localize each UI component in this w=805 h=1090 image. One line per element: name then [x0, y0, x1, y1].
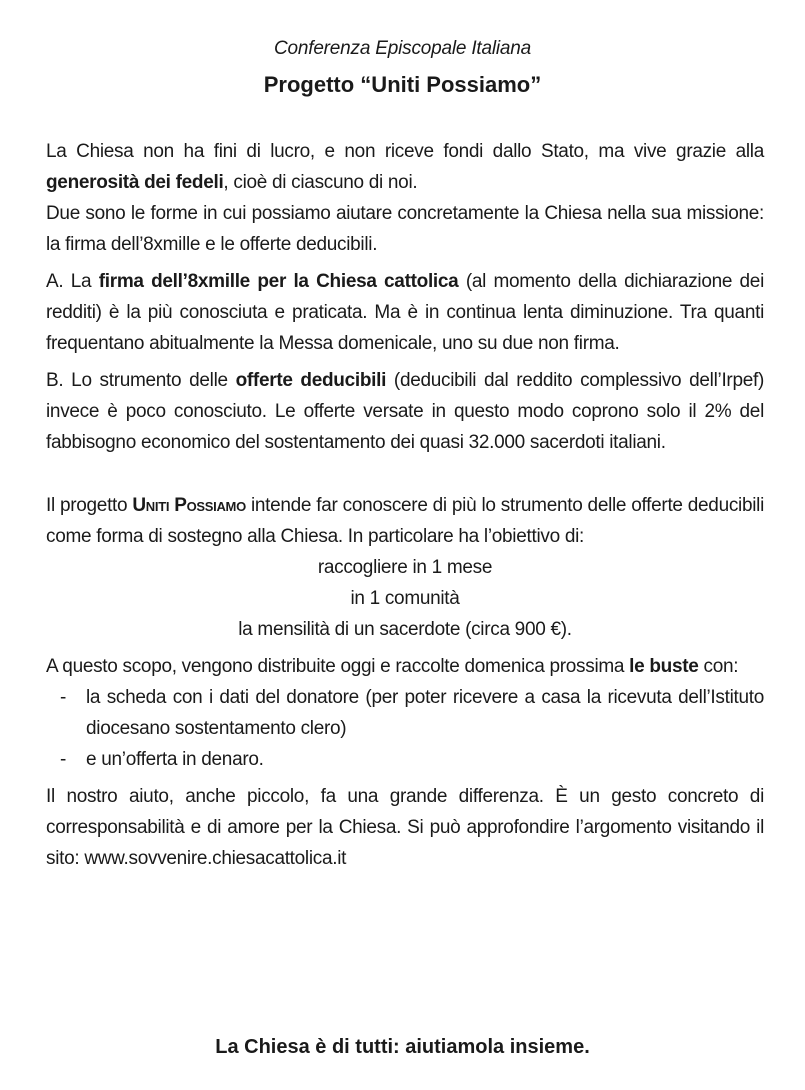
goals-block [46, 552, 764, 645]
section-a-text: (al momento della dichiarazione dei redditi) è la più conosciuta e praticata. Ma è in continua lenta diminuzione. Tra quanti frequentano abitualmente la Messa domenicale, uno su due non firma. [46, 271, 764, 354]
intro-paragraph-1 [46, 136, 764, 198]
section-b-paragraph [46, 365, 764, 458]
closing-text: Il nostro aiuto, anche piccolo, fa una grande differenza. È un gesto concreto di corresponsabilità e di amore per la Chiesa. Si può approfondire l’argomento visitando il sito: [46, 786, 764, 869]
section-b-emphasis: offerte deducibili [235, 370, 387, 391]
envelopes-prefix: A questo scopo, vengono distribuite oggi e raccolte domenica prossima [46, 656, 630, 677]
intro-text: La Chiesa non ha fini di lucro, e non riceve fondi dallo Stato, ma vive grazie alla [46, 141, 764, 162]
intro-paragraph-2: Due sono le forme in cui possiamo aiutare concretamente la Chiesa nella sua missione: la firma dell’8xmille e le offerte deducibili. [46, 203, 764, 255]
closing-paragraph [46, 781, 764, 874]
project-prefix: Il progetto [46, 495, 133, 516]
section-b-prefix: B. Lo strumento delle [46, 370, 236, 391]
slogan: La Chiesa è di tutti: aiutiamola insieme. [215, 1036, 590, 1058]
organization-subtitle: Conferenza Episcopale Italiana [273, 38, 531, 59]
page-title: Progetto “Uniti Possiamo” [263, 72, 542, 97]
envelope-contents-list [46, 682, 764, 775]
goal-line: la mensilità di un sacerdote (circa 900 €). [238, 619, 572, 640]
document-body [46, 136, 764, 874]
section-a-emphasis: firma dell’8xmille per la Chiesa cattolica [98, 271, 459, 292]
section-b-text: (deducibili dal reddito complessivo dell’Irpef) invece è poco conosciuto. Le offerte versate in questo modo coprono solo il 2% del fabbisogno economico del sostentamento dei quasi 32.000 sacerdoti italiani. [46, 370, 764, 453]
intro-emphasis: generosità dei fedeli [46, 172, 224, 193]
list-item [46, 682, 764, 744]
dash-bullet-icon: - [60, 687, 67, 708]
envelopes-paragraph [46, 651, 764, 682]
intro-text-end: , cioè di ciascuno di noi. [223, 172, 418, 193]
list-item-text: la scheda con i dati del donatore (per poter ricevere a casa la ricevuta dell’Istituto diocesano sostentamento clero) [86, 687, 764, 739]
website-link[interactable]: www.sovvenire.chiesacattolica.it [84, 848, 347, 869]
goal-line: raccogliere in 1 mese [317, 557, 493, 578]
project-text: intende far conoscere di più lo strumento delle offerte deducibili come forma di sostegno alla Chiesa. In particolare ha l’obiettivo di: [46, 495, 764, 547]
section-a-paragraph [46, 266, 764, 359]
envelopes-text: con: [698, 656, 739, 677]
list-item-text: e un’offerta in denaro. [86, 749, 264, 770]
section-a-prefix: A. La [46, 271, 99, 292]
project-paragraph [46, 490, 764, 552]
dash-bullet-icon: - [60, 749, 67, 770]
goal-line: in 1 comunità [350, 588, 460, 609]
envelopes-emphasis: le buste [629, 656, 699, 677]
project-name: Uniti Possiamo [132, 495, 246, 516]
list-item [46, 744, 764, 775]
